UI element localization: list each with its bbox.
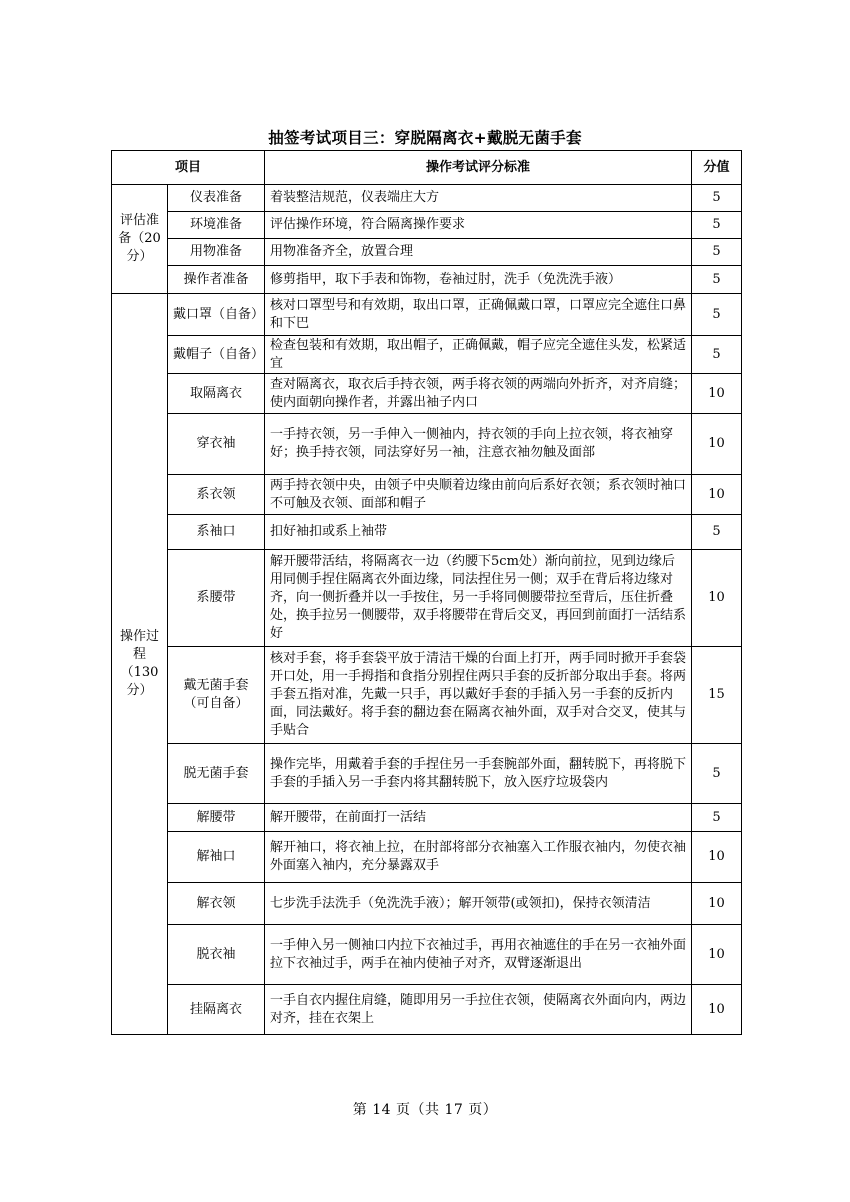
score-cell: 5 — [692, 294, 742, 336]
criteria-cell: 一手持衣领，另一手伸入一侧袖内，持衣领的手向上拉衣领，将衣袖穿好；换手持衣领，同法穿好另一袖，注意衣袖勿触及面部 — [265, 414, 692, 475]
table-row — [112, 550, 742, 647]
item-cell: 系腰带 — [168, 550, 265, 647]
table-row — [112, 647, 742, 744]
table-row — [112, 475, 742, 515]
table-row — [112, 212, 742, 239]
criteria-cell: 评估操作环境，符合隔离操作要求 — [265, 212, 692, 239]
table-row — [112, 266, 742, 294]
criteria-cell: 解开袖口，将衣袖上拉，在肘部将部分衣袖塞入工作服衣袖内，勿使衣袖外面塞入袖内，充分暴露双手 — [265, 832, 692, 883]
criteria-cell: 着装整洁规范，仪表端庄大方 — [265, 185, 692, 212]
score-cell: 10 — [692, 985, 742, 1035]
criteria-cell: 查对隔离衣，取衣后手持衣领，两手将衣领的两端向外折齐，对齐肩缝；使内面朝向操作者，并露出袖子内口 — [265, 374, 692, 414]
score-cell: 5 — [692, 266, 742, 294]
score-cell: 5 — [692, 336, 742, 374]
score-cell: 10 — [692, 883, 742, 925]
score-cell: 10 — [692, 475, 742, 515]
table-body — [112, 185, 742, 1035]
page-footer: 第 14 页（共 17 页） — [352, 1102, 498, 1118]
table-row — [112, 239, 742, 266]
item-cell: 戴口罩（自备） — [168, 294, 265, 336]
item-cell: 系袖口 — [168, 515, 265, 550]
table-row — [112, 985, 742, 1035]
header-criteria: 操作考试评分标准 — [265, 151, 692, 185]
table-row — [112, 804, 742, 832]
score-cell: 10 — [692, 550, 742, 647]
category-cell: 操作过程（130分） — [112, 294, 168, 1035]
criteria-cell: 核对口罩型号和有效期，取出口罩，正确佩戴口罩，口罩应完全遮住口鼻和下巴 — [265, 294, 692, 336]
category-cell: 评估准备（20分） — [112, 185, 168, 294]
item-cell: 用物准备 — [168, 239, 265, 266]
score-cell: 5 — [692, 804, 742, 832]
item-cell: 脱衣袖 — [168, 925, 265, 985]
table-row — [112, 515, 742, 550]
item-cell: 戴无菌手套（可自备） — [168, 647, 265, 744]
table-row — [112, 294, 742, 336]
score-cell: 10 — [692, 925, 742, 985]
item-cell: 环境准备 — [168, 212, 265, 239]
item-cell: 解衣领 — [168, 883, 265, 925]
criteria-cell: 解开腰带，在前面打一活结 — [265, 804, 692, 832]
criteria-cell: 扣好袖扣或系上袖带 — [265, 515, 692, 550]
criteria-cell: 一手伸入另一侧袖口内拉下衣袖过手，再用衣袖遮住的手在另一衣袖外面拉下衣袖过手，两手在袖内使袖子对齐，双臂逐渐退出 — [265, 925, 692, 985]
table-row — [112, 336, 742, 374]
criteria-cell: 七步洗手法洗手（免洗洗手液）；解开领带(或领扣)，保持衣领清洁 — [265, 883, 692, 925]
item-cell: 戴帽子（自备） — [168, 336, 265, 374]
item-cell: 挂隔离衣 — [168, 985, 265, 1035]
header-score: 分值 — [692, 151, 742, 185]
score-cell: 15 — [692, 647, 742, 744]
criteria-cell: 检查包装和有效期，取出帽子，正确佩戴，帽子应完全遮住头发，松紧适宜 — [265, 336, 692, 374]
score-cell: 10 — [692, 374, 742, 414]
item-cell: 解袖口 — [168, 832, 265, 883]
item-cell: 仪表准备 — [168, 185, 265, 212]
score-cell: 5 — [692, 185, 742, 212]
criteria-cell: 修剪指甲，取下手表和饰物，卷袖过肘，洗手（免洗洗手液） — [265, 266, 692, 294]
item-cell: 系衣领 — [168, 475, 265, 515]
criteria-cell: 操作完毕，用戴着手套的手捏住另一手套腕部外面，翻转脱下，再将脱下手套的手插入另一手套内将其翻转脱下，放入医疗垃圾袋内 — [265, 744, 692, 804]
criteria-cell: 核对手套，将手套袋平放于清洁干燥的台面上打开，两手同时掀开手套袋开口处，用一手拇指和食指分别捏住两只手套的反折部分取出手套。将两手套五指对准，先戴一只手，再以戴好手套的手插入另一手套的反折内面，同法戴好。将手套的翻边套在隔离衣袖外面，双手对合交叉，使其与手贴合 — [265, 647, 692, 744]
criteria-cell: 一手自衣内握住肩缝，随即用另一手拉住衣领，使隔离衣外面向内，两边对齐，挂在衣架上 — [265, 985, 692, 1035]
criteria-cell: 用物准备齐全，放置合理 — [265, 239, 692, 266]
header-item: 项目 — [112, 151, 265, 185]
table-row — [112, 883, 742, 925]
score-cell: 5 — [692, 515, 742, 550]
item-cell: 穿衣袖 — [168, 414, 265, 475]
item-cell: 解腰带 — [168, 804, 265, 832]
table-row — [112, 744, 742, 804]
scoring-table — [111, 150, 742, 1035]
criteria-cell: 解开腰带活结，将隔离衣一边（约腰下5cm处）渐向前拉，见到边缘后用同侧手捏住隔离衣外面边缘，同法捏住另一侧；双手在背后将边缘对齐，向一侧折叠并以一手按住，另一手将同侧腰带拉至背后，压住折叠处，换手拉另一侧腰带，双手将腰带在背后交叉，再回到前面打一活结系好 — [265, 550, 692, 647]
table-row — [112, 925, 742, 985]
item-cell: 脱无菌手套 — [168, 744, 265, 804]
table-row — [112, 414, 742, 475]
table-row — [112, 374, 742, 414]
item-cell: 操作者准备 — [168, 266, 265, 294]
score-cell: 5 — [692, 239, 742, 266]
table-row — [112, 832, 742, 883]
score-cell: 10 — [692, 414, 742, 475]
item-cell: 取隔离衣 — [168, 374, 265, 414]
table-header-row — [112, 151, 742, 185]
table-row — [112, 185, 742, 212]
score-cell: 10 — [692, 832, 742, 883]
score-cell: 5 — [692, 744, 742, 804]
criteria-cell: 两手持衣领中央，由领子中央顺着边缘由前向后系好衣领；系衣领时袖口不可触及衣领、面部和帽子 — [265, 475, 692, 515]
score-cell: 5 — [692, 212, 742, 239]
page-title: 抽签考试项目三：穿脱隔离衣+戴脱无菌手套 — [268, 129, 582, 147]
